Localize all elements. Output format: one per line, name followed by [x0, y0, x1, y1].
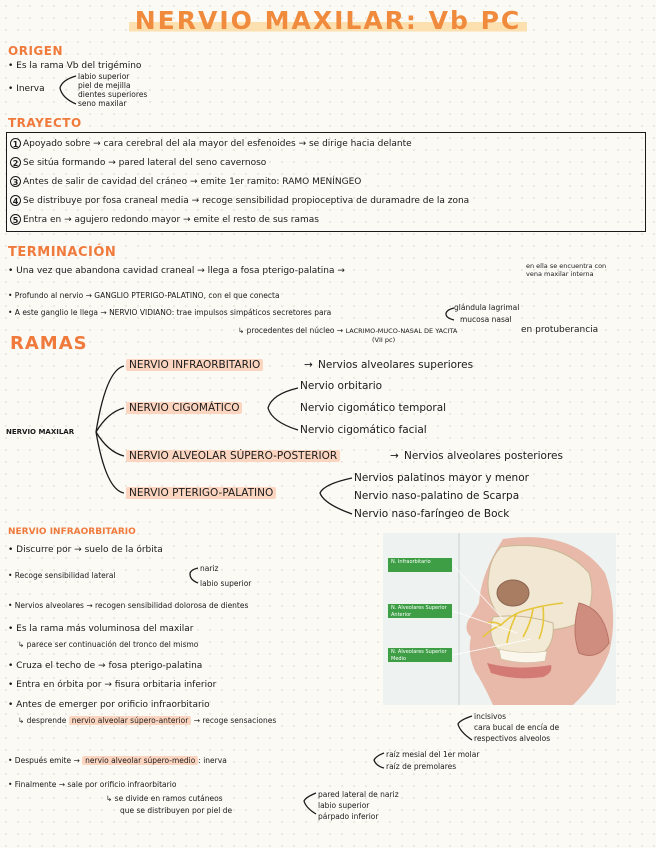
infra-item: incisivos — [474, 712, 506, 721]
infra-line: • Antes de emerger por orificio infraorbitario — [8, 700, 210, 710]
branch-arrow: → — [390, 450, 399, 462]
terminacion-line: • A este ganglio le llega → NERVIO VIDIANO: trae impulsos simpáticos secretores para — [8, 308, 332, 317]
infra-line: ↳ parece ser continuación del tronco del mismo — [18, 640, 199, 649]
inerva-item: seno maxilar — [78, 99, 127, 108]
infra-line: ↳ desprende nervio alveolar súpero-anterior → recoge sensaciones — [18, 716, 277, 725]
infra-line: • Discurre por → suelo de la órbita — [8, 545, 163, 555]
ramas-heading: RAMAS — [10, 333, 88, 354]
terminacion-note: en ella se encuentra con — [526, 262, 607, 270]
terminacion-line: • Profundo al nervio → GANGLIO PTERIGO-PALATINO, con el que conecta — [8, 291, 280, 300]
branch-name: NERVIO CIGOMÁTICO — [126, 402, 242, 415]
infra-line: que se distribuyen por piel de — [120, 806, 233, 815]
infra-item: raíz mesial del 1er molar — [386, 750, 480, 759]
terminacion-line: ↳ procedentes del núcleo → LACRIMO-MUCO-NASAL DE YACITA — [238, 326, 458, 335]
inerva-item: piel de mejilla — [78, 81, 131, 90]
page-title: NERVIO MAXILAR: Vb PC — [0, 6, 656, 35]
ramas-root: NERVIO MAXILAR — [6, 428, 75, 436]
infra-item: cara bucal de encía de — [474, 723, 560, 732]
figure-label: N. Alveolares Superior Medio — [387, 647, 453, 663]
terminacion-line: • Una vez que abandona cavidad craneal → llega a fosa pterigo-palatina → — [8, 266, 345, 276]
infra-item: labio superior — [318, 801, 370, 810]
infra-line: • Recoge sensibilidad lateral — [8, 571, 116, 580]
infra-item: raíz de premolares — [386, 762, 457, 771]
infra-item: párpado inferior — [318, 812, 379, 821]
branch-target: Nervios alveolares superiores — [318, 359, 474, 371]
terminacion-heading: TERMINACIÓN — [8, 245, 117, 260]
figure-label: N. Alveolares Superior Anterior — [387, 603, 453, 619]
branch-target: Nervios palatinos mayor y menor — [354, 472, 529, 484]
infra-line: • Es la rama más voluminosa del maxilar — [8, 624, 194, 634]
branch-target: Nervio cigomático temporal — [300, 402, 447, 414]
infra-item: labio superior — [200, 579, 252, 588]
infra-line: • Después emite → nervio alveolar súpero-medio : inerva — [8, 756, 227, 765]
branch-target: Nervio naso-palatino de Scarpa — [354, 490, 520, 502]
infra-item: pared lateral de nariz — [318, 790, 399, 799]
terminacion-sub: (VII pc) — [372, 336, 396, 344]
infra-line: • Cruza el techo de → fosa pterigo-palatina — [8, 661, 203, 671]
infra-line: • Nervios alveolares → recogen sensibilidad dolorosa de dientes — [8, 601, 249, 610]
trayecto-step: 2 Se sitúa formando → pared lateral del seno cavernoso — [10, 157, 266, 169]
inerva-item: labio superior — [78, 72, 130, 81]
inerva-label: • Inerva — [8, 84, 45, 94]
trayecto-step: 5 Entra en → agujero redondo mayor → emite el resto de sus ramas — [10, 214, 319, 226]
origen-line: • Es la rama Vb del trigémino — [8, 61, 142, 71]
branch-arrow: → — [304, 359, 313, 371]
trayecto-step: 4 Se distribuye por fosa craneal media → recoge sensibilidad propioceptiva de duramadre de la zona — [10, 195, 469, 207]
branch-target: Nervio orbitario — [300, 380, 383, 392]
vidiano-target: mucosa nasal — [460, 315, 512, 324]
infra-item: respectivos alveolos — [474, 734, 551, 743]
anatomy-figure — [383, 533, 616, 705]
branch-name: NERVIO INFRAORBITARIO — [126, 359, 263, 372]
origen-heading: ORIGEN — [8, 44, 63, 58]
trayecto-step: 3 Antes de salir de cavidad del cráneo → emite 1er ramito: RAMO MENÍNGEO — [10, 176, 361, 188]
infraorbitario-heading: NERVIO INFRAORBITARIO — [8, 527, 136, 537]
inerva-item: dientes superiores — [78, 90, 148, 99]
branch-name: NERVIO ALVEOLAR SÚPERO-POSTERIOR — [126, 450, 340, 463]
terminacion-line: en protuberancia — [521, 325, 599, 335]
figure-label: N. Infraorbitario — [387, 557, 453, 573]
branch-target: Nervio cigomático facial — [300, 424, 427, 436]
branch-target: Nervios alveolares posteriores — [404, 450, 563, 462]
infra-line: ↳ se divide en ramos cutáneos — [106, 794, 223, 803]
infra-line: • Finalmente → sale por orificio infraorbitario — [8, 780, 177, 789]
terminacion-note: vena maxilar interna — [526, 270, 594, 278]
infra-item: nariz — [200, 564, 219, 573]
infra-line: • Entra en órbita por → fisura orbitaria inferior — [8, 680, 217, 690]
trayecto-heading: TRAYECTO — [8, 116, 82, 130]
trayecto-step: 1 Apoyado sobre → cara cerebral del ala mayor del esfenoides → se dirige hacia delante — [10, 138, 412, 150]
branch-target: Nervio naso-faríngeo de Bock — [354, 508, 510, 520]
vidiano-target: glándula lagrimal — [454, 303, 520, 312]
branch-name: NERVIO PTERIGO-PALATINO — [126, 487, 276, 500]
